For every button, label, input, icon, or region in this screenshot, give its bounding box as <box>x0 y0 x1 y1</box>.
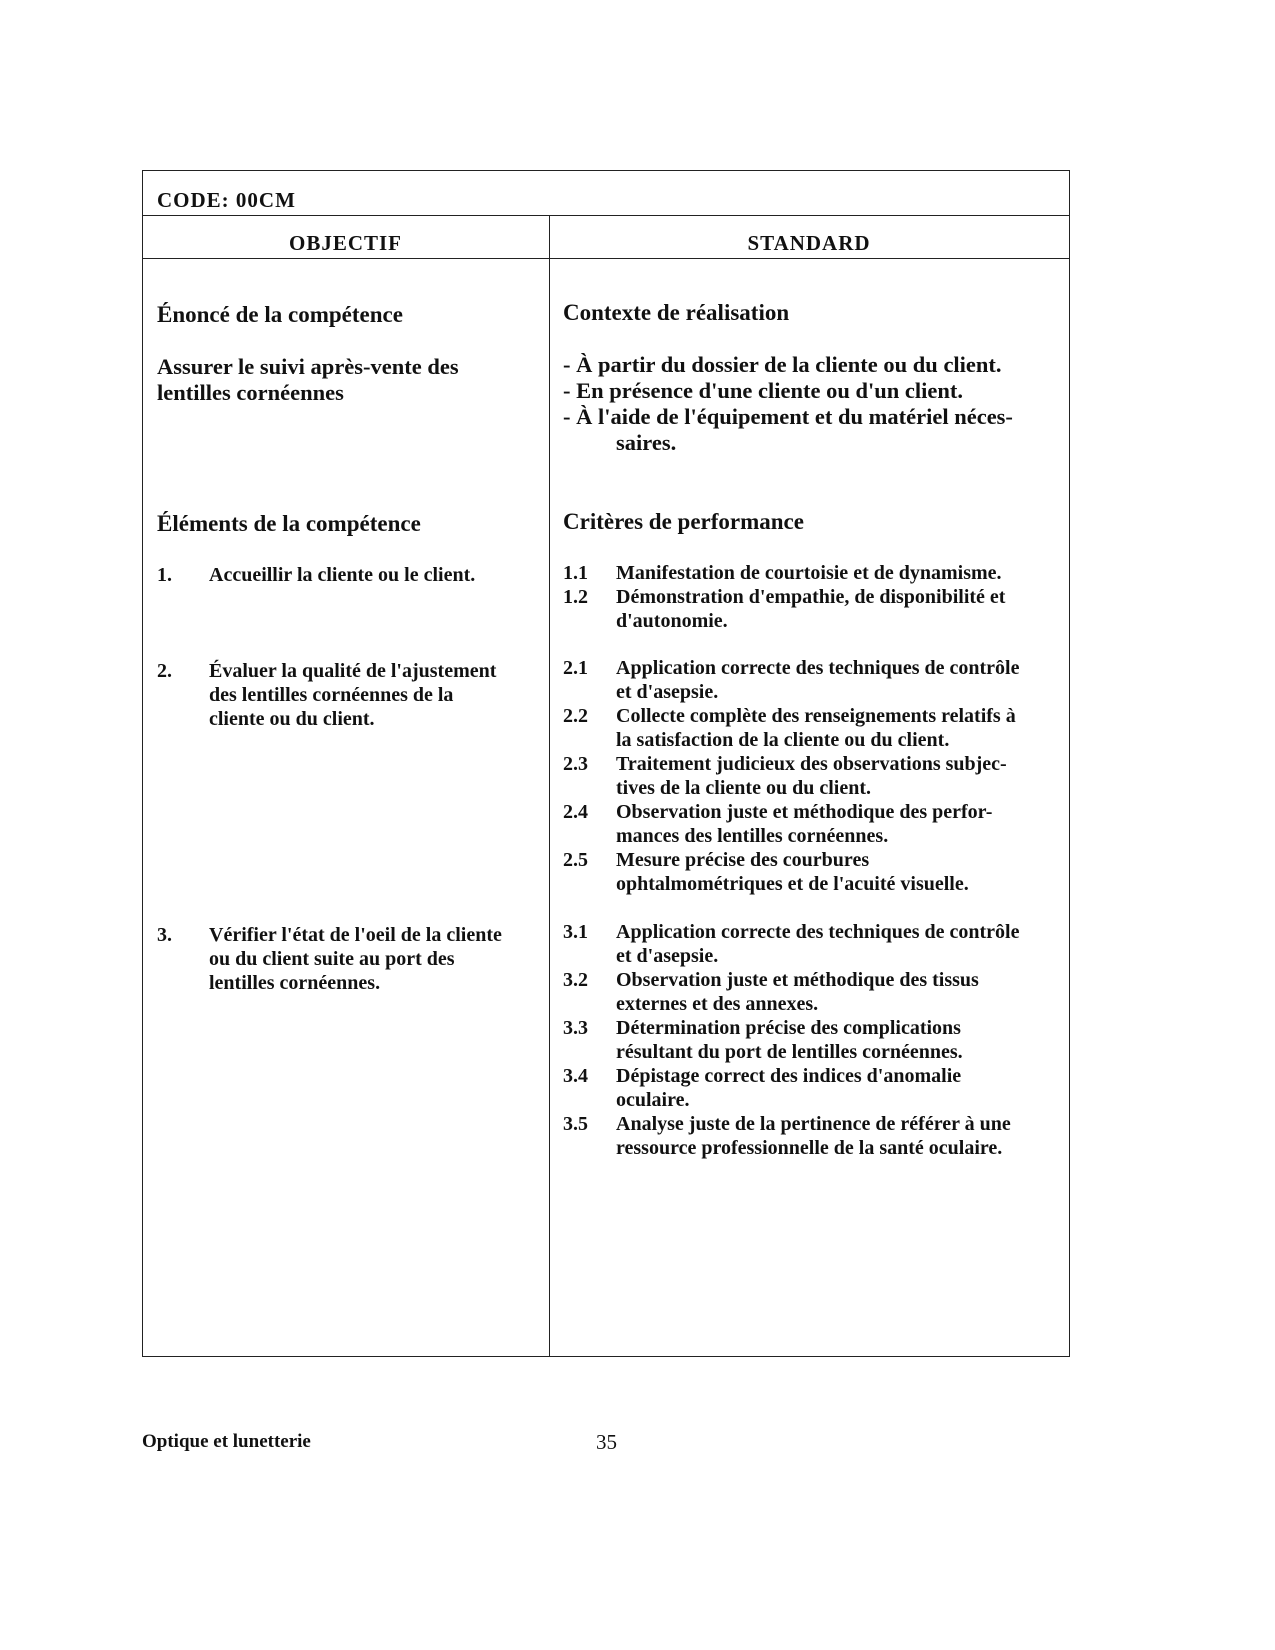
criterion-number: 2.3 <box>563 753 588 775</box>
footer-title: Optique et lunetterie <box>142 1431 311 1452</box>
criterion-number: 1.2 <box>563 586 588 608</box>
criterion-number: 3.2 <box>563 969 588 991</box>
contexte-line: - À l'aide de l'équipement et du matériel néces- <box>563 404 1013 429</box>
divider <box>142 258 1070 259</box>
contexte-title: Contexte de réalisation <box>563 300 790 325</box>
criterion-text: Collecte complète des renseignements relatifs à la satisfaction de la cliente ou du client. <box>616 705 1016 751</box>
contexte-line: - En présence d'une cliente ou d'un client. <box>563 378 964 403</box>
criterion-text: Traitement judicieux des observations subjec- tives de la cliente ou du client. <box>616 753 1007 799</box>
element-number: 3. <box>157 924 172 946</box>
criterion-text: Observation juste et méthodique des tissus externes et des annexes. <box>616 969 979 1015</box>
enonce-title: Énoncé de la compétence <box>157 302 403 327</box>
divider <box>142 215 1070 216</box>
enonce-text: Assurer le suivi après-vente des lentilles cornéennes <box>157 354 459 405</box>
criterion-text: Application correcte des techniques de contrôle et d'asepsie. <box>616 657 1020 703</box>
criterion-number: 1.1 <box>563 562 588 584</box>
criterion-text: Démonstration d'empathie, de disponibilité et d'autonomie. <box>616 586 1006 632</box>
criterion-number: 2.5 <box>563 849 588 871</box>
criterion-number: 2.1 <box>563 657 588 679</box>
element-number: 2. <box>157 660 172 682</box>
criterion-text: Dépistage correct des indices d'anomalie oculaire. <box>616 1065 962 1111</box>
criterion-text: Détermination précise des complications résultant du port de lentilles cornéennes. <box>616 1017 963 1063</box>
criterion-number: 2.4 <box>563 801 588 823</box>
element-number: 1. <box>157 564 172 586</box>
header-standard: STANDARD <box>747 231 871 255</box>
criterion-text: Analyse juste de la pertinence de référer à une ressource professionnelle de la santé oculaire. <box>616 1113 1011 1159</box>
header-objectif: OBJECTIF <box>288 231 403 255</box>
criterion-text: Manifestation de courtoisie et de dynamisme. <box>616 562 1002 584</box>
element-text: Évaluer la qualité de l'ajustement des lentilles cornéennes de la cliente ou du client. <box>209 660 497 730</box>
criteres-title: Critères de performance <box>563 509 804 534</box>
contexte-line: - À partir du dossier de la cliente ou du client. <box>563 352 1002 377</box>
elements-title: Éléments de la compétence <box>157 511 421 536</box>
criterion-number: 3.3 <box>563 1017 588 1039</box>
contexte-line: saires. <box>616 430 677 455</box>
element-text: Vérifier l'état de l'oeil de la cliente ou du client suite au port des lentilles cornéennes. <box>209 924 502 994</box>
criterion-text: Application correcte des techniques de contrôle et d'asepsie. <box>616 921 1020 967</box>
criterion-number: 3.1 <box>563 921 588 943</box>
criterion-number: 3.4 <box>563 1065 588 1087</box>
element-text: Accueillir la cliente ou le client. <box>209 564 476 586</box>
criterion-number: 2.2 <box>563 705 588 727</box>
code-label: CODE: 00CM <box>157 188 296 212</box>
page-number: 35 <box>596 1430 617 1454</box>
criterion-text: Mesure précise des courbures ophtalmométriques et de l'acuité visuelle. <box>616 849 969 895</box>
criterion-text: Observation juste et méthodique des perfor- mances des lentilles cornéennes. <box>616 801 993 847</box>
criterion-number: 3.5 <box>563 1113 588 1135</box>
column-divider <box>549 215 550 1357</box>
